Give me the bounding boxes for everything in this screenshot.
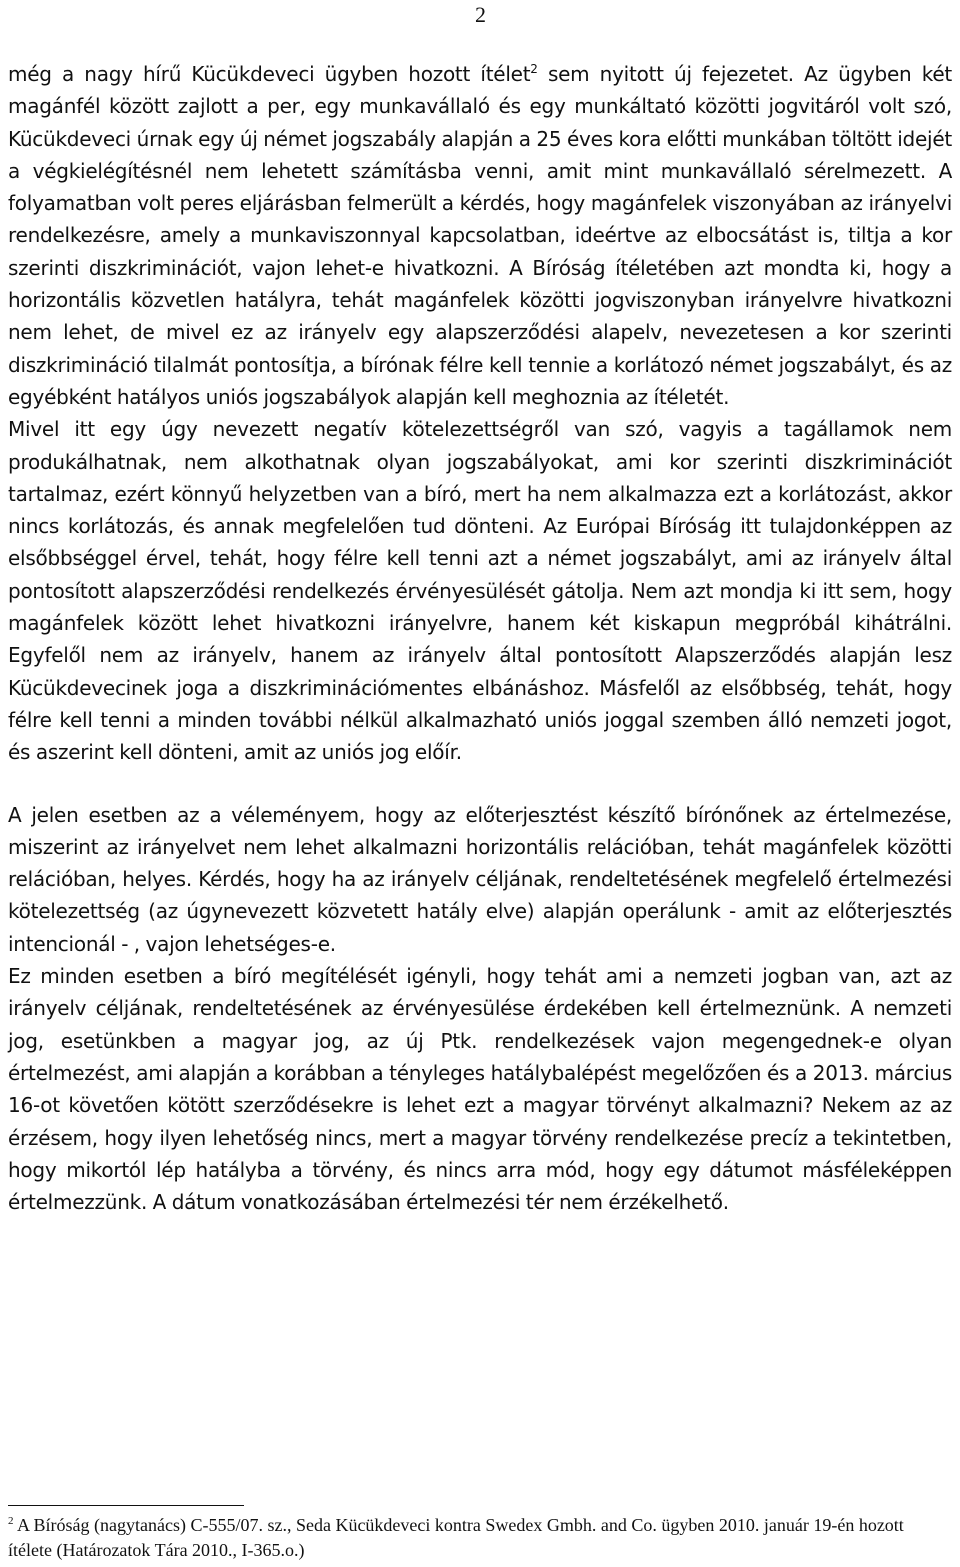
footnote-reference[interactable]: 2	[530, 62, 538, 76]
document-body	[8, 58, 952, 1218]
footnote-text: A Bíróság (nagytanács) C-555/07. sz., Seda Kücükdeveci kontra Swedex Gmbh. and Co. ügyben 2010. január 19-én hozott ítélete (Határozatok Tára 2010., I-365.o.)	[8, 1515, 904, 1560]
paragraph-3: A jelen esetben az a véleményem, hogy az előterjesztést készítő bírónőnek az értelmezése, miszerint az irányelvet nem lehet alkalmazni horizontális relációban, tehát magánfelek közötti relációban, helyes. Kérdés, hogy ha az irányelv céljának, rendeltetésének megfelelő értelmezési kötelezettség (az úgynevezett közvetett hatály elve) alapján operálunk - amit az előterjesztés intencionál - , vajon lehetséges-e.	[8, 802, 952, 956]
footnote-marker: 2	[8, 1515, 14, 1527]
paragraph-1-text-start: még a nagy hírű Kücükdeveci ügyben hozott ítélet	[8, 62, 531, 86]
paragraph-1	[8, 58, 952, 413]
paragraph-4: Ez minden esetben a bíró megítélését igényli, hogy tehát ami a nemzeti jogban van, azt az irányelv céljának, rendeltetésének az érvényesülése érdekében kell értelmeznünk. A nemzeti jog, esetünkben a magyar jog, az új Ptk. rendelkezések vajon megengednek-e olyan értelmezést, ami alapján a korábban a tényleges hatálybalépést megelőzően és a 2013. március 16-ot követően kötött szerződésekre is lehet ezt a magyar törvényt alkalmazni? Nekem az az érzésem, hogy ilyen lehetőség nincs, mert a magyar törvény rendelkezése precíz a tekintetben, hogy mikortól lép hatályba a törvény, és nincs arra mód, hogy egy dátumot másféleképpen értelmezzünk. A dátum vonatkozásában értelmezési tér nem érzékelhető.	[8, 964, 952, 1215]
footnote	[8, 1513, 952, 1563]
page-number: 2	[475, 2, 486, 27]
paragraph-1-text-rest: sem nyitott új fejezetet. Az ügyben két magánfél között zajlott a per, egy munkavállaló és egy munkáltató közötti jogvitáról volt szó, Kücükdeveci úrnak egy új német jogszabály alapján a 25 éves kora előtti munkában töltött idejét a végkielégítésnél nem lehetett számításba venni, amit mint munkavállaló sérelmezett. A folyamatban volt peres eljárásban felmerült a kérdés, hogy magánfelek viszonyában az irányelvi rendelkezésre, amely a munkaviszonnyal kapcsolatban, ideértve az elbocsátást is, tiltja a kor szerinti diszkriminációt, vajon lehet-e hivatkozni. A Bíróság ítéletében azt mondta ki, hogy a horizontális közvetlen hatályra, tehát magánfelek közötti jogviszonyban irányelvre hivatkozni nem lehet, de mivel ez az irányelv egy alapszerződési alapelv, nevezetesen a kor szerinti diszkrimináció tilalmát pontosítja, a bírónak félre kell tennie a korlátozó német jogszabályt, és az egyébként hatályos uniós jogszabályok alapján kell meghoznia az ítéletét.	[8, 62, 952, 409]
paragraph-2: Mivel itt egy úgy nevezett negatív kötelezettségről van szó, vagyis a tagállamok nem produkálhatnak, nem alkothatnak olyan jogszabályokat, ami kor szerinti diszkriminációt tartalmaz, ezért könnyű helyzetben van a bíró, mert ha nem alkalmazza ezt a korlátozást, akkor nincs korlátozás, és annak megfelelően tud dönteni. Az Európai Bíróság itt tulajdonképpen az elsőbbséggel érvel, tehát, hogy félre kell tenni azt a német jogszabályt, ami az irányelv által pontosított alapszerződési rendelkezés érvényesülését gátolja. Nem azt mondja ki itt sem, hogy magánfelek között lehet hivatkozni irányelvre, hanem két kiskapun megpróbál kihátrálni. Egyfelől nem az irányelv, hanem az irányelv által pontosított Alapszerződés alapján lesz Kücükdevecinek joga a diszkriminációmentes elbánáshoz. Másfelől az elsőbbség, tehát, hogy félre kell tenni a minden további nélkül alkalmazható uniós joggal szemben álló nemzeti jogot, és aszerint kell dönteni, amit az uniós jog előír.	[8, 417, 952, 765]
footnote-separator	[8, 1505, 244, 1506]
